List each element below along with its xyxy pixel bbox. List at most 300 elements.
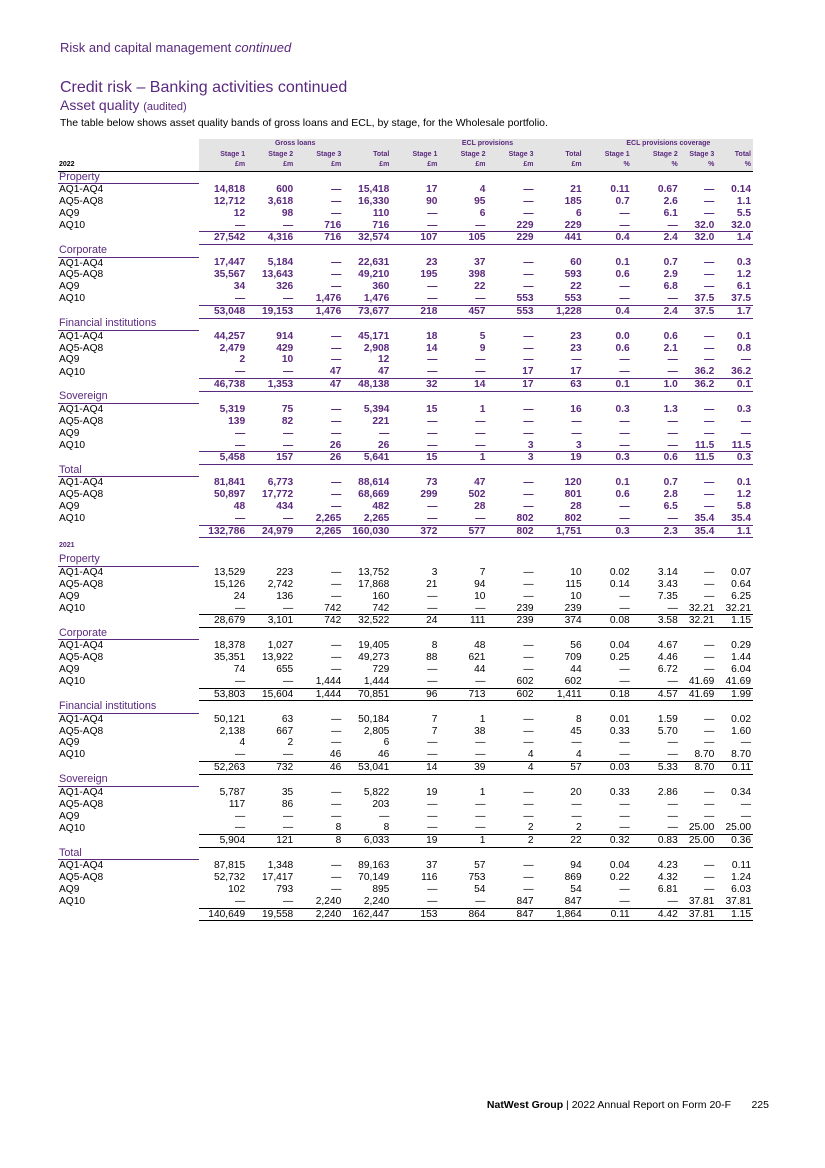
row-label: AQ10 [59, 895, 86, 907]
value-cell: 793 [276, 883, 294, 895]
value-cell: 60 [570, 257, 582, 269]
value-cell: 25.00 [725, 822, 751, 834]
value-cell: 95 [474, 196, 486, 208]
value-cell: — [283, 602, 294, 614]
subtotal-label [58, 525, 199, 538]
value-cell: — [704, 664, 715, 676]
value-cell: 98 [281, 207, 294, 219]
subtotal-cell: 4.57 [632, 688, 680, 701]
value-cell: — [704, 415, 715, 427]
value-cell: — [427, 798, 438, 810]
value-cell: — [283, 219, 294, 231]
section-header [60, 40, 291, 55]
value-cell: — [427, 810, 438, 822]
subtotal-cell: 0.08 [584, 615, 632, 628]
empty-cell [680, 391, 717, 403]
row-label: AQ10 [59, 749, 86, 761]
subtotal-cell: 0.11 [716, 761, 753, 774]
subtotal-label [58, 761, 199, 774]
header-group-row [58, 139, 753, 150]
value-cell: 75 [281, 403, 294, 415]
subtotal-cell: 5.33 [632, 761, 680, 774]
value-cell: 869 [564, 872, 582, 884]
value-cell: 2.1 [663, 342, 678, 354]
value-cell: — [331, 184, 342, 196]
value-cell: 5.70 [657, 725, 678, 737]
value-cell: 90 [426, 196, 438, 208]
value-cell: 2 [575, 822, 582, 834]
value-cell: 1.59 [657, 713, 678, 725]
footer-report: | 2022 Annual Report on Form 20-F [566, 1099, 732, 1111]
subtotal-cell: 0.1 [716, 379, 753, 392]
value-cell: — [619, 737, 630, 749]
value-cell: 89,163 [358, 860, 390, 872]
value-cell: 5 [479, 330, 486, 342]
value-cell: 0.04 [609, 640, 630, 652]
value-cell: — [704, 640, 715, 652]
value-cell: 74 [233, 664, 246, 676]
value-cell: 5,184 [267, 257, 294, 269]
value-cell: 50,121 [213, 713, 246, 725]
empty-cell [343, 391, 391, 403]
value-cell: — [234, 822, 246, 834]
column-group-header [584, 139, 753, 150]
empty-cell [487, 554, 535, 566]
value-cell: 1.2 [736, 489, 751, 501]
empty-cell [295, 628, 343, 640]
value-cell: 17,417 [262, 872, 294, 884]
row-label: AQ5-AQ8 [59, 872, 104, 884]
empty-cell [536, 391, 584, 403]
subtotal-cell: 73,677 [343, 305, 391, 318]
subtotal-cell: 5,458 [199, 452, 247, 465]
subtotal-cell: 39 [439, 761, 487, 774]
subtotal-cell: 5,904 [199, 835, 247, 848]
page-footer [487, 1099, 769, 1111]
value-cell: — [523, 860, 534, 872]
subtotal-cell: 35.4 [680, 525, 717, 538]
value-cell: 0.14 [731, 184, 751, 196]
value-cell: 742 [324, 602, 342, 614]
year-row [58, 538, 753, 555]
unit-header: £m [439, 160, 487, 171]
value-cell: 5.5 [736, 207, 751, 219]
table-row [58, 664, 753, 676]
category-label: Sovereign [58, 774, 199, 786]
row-label: AQ5-AQ8 [59, 725, 104, 737]
category-label: Financial institutions [58, 318, 199, 330]
subtotal-cell: 22 [536, 835, 584, 848]
subtotal-row [58, 232, 753, 245]
empty-cell [439, 171, 487, 184]
empty-cell [295, 171, 343, 184]
value-cell: — [427, 415, 438, 427]
subtotal-cell: 1.99 [716, 688, 753, 701]
value-cell: 6.72 [657, 664, 678, 676]
value-cell: 4 [575, 749, 582, 761]
subtotal-row [58, 615, 753, 628]
category-row [58, 628, 753, 640]
empty-cell [487, 171, 535, 184]
subtotal-cell: 3,101 [247, 615, 295, 628]
subtotal-cell: 742 [295, 615, 343, 628]
value-cell: 94 [474, 579, 486, 590]
table-row [58, 737, 753, 749]
value-cell: — [619, 292, 630, 304]
value-cell: — [331, 196, 342, 208]
value-cell: — [331, 652, 342, 664]
value-cell: 28 [570, 501, 582, 513]
value-cell: — [234, 292, 246, 304]
value-cell: — [704, 872, 715, 884]
value-cell: 11.5 [695, 439, 715, 451]
value-cell: 136 [276, 590, 294, 602]
value-cell: — [427, 281, 438, 293]
subtotal-cell: 32.0 [680, 232, 717, 245]
value-cell: — [523, 579, 534, 590]
value-cell: — [704, 257, 715, 269]
value-cell: — [523, 257, 534, 269]
value-cell: — [740, 415, 751, 427]
subtotal-cell: 1,444 [295, 688, 343, 701]
value-cell: 81,841 [213, 477, 246, 489]
value-cell: 44 [474, 664, 486, 676]
value-cell: 398 [468, 269, 486, 281]
empty-cell [391, 701, 439, 713]
subtotal-cell: 372 [391, 525, 439, 538]
subtotal-cell: 46 [295, 761, 343, 774]
value-cell: 326 [276, 281, 294, 293]
value-cell: — [331, 207, 342, 219]
value-cell: 0.3 [736, 403, 751, 415]
value-cell: 0.67 [657, 184, 678, 196]
empty-cell [536, 245, 584, 257]
category-label: Sovereign [58, 391, 199, 403]
unit-header: £m [295, 160, 343, 171]
value-cell: 0.7 [663, 477, 678, 489]
value-cell: — [331, 590, 342, 602]
row-label: AQ9 [59, 207, 80, 219]
subtotal-cell: 1,476 [295, 305, 343, 318]
subtotal-cell: 0.3 [584, 525, 632, 538]
unit-header: % [632, 160, 680, 171]
value-cell: — [283, 292, 294, 304]
empty-cell [439, 628, 487, 640]
value-cell: — [619, 798, 630, 810]
value-cell: — [475, 737, 486, 749]
value-cell: 6.8 [663, 281, 678, 293]
value-cell: — [331, 725, 342, 737]
value-cell: 44 [570, 664, 582, 676]
value-cell: 0.6 [615, 269, 630, 281]
value-cell: — [475, 292, 486, 304]
value-cell: 2,908 [363, 342, 390, 354]
value-cell: 26 [378, 439, 390, 451]
subtotal-cell: 713 [439, 688, 487, 701]
value-cell: 13,529 [213, 566, 246, 578]
subtotal-cell: 0.6 [632, 452, 680, 465]
subtotal-cell: 140,649 [199, 908, 247, 921]
subtotal-cell: 3.58 [632, 615, 680, 628]
subtotal-label [58, 305, 199, 318]
value-cell: 14,818 [213, 184, 246, 196]
value-cell: — [523, 872, 534, 884]
value-cell: — [283, 512, 294, 524]
value-cell: — [331, 566, 342, 578]
value-cell: — [475, 749, 486, 761]
value-cell: 1,476 [315, 292, 342, 304]
value-cell: — [523, 184, 534, 196]
value-cell: — [523, 737, 534, 749]
unit-header: % [584, 160, 632, 171]
category-label: Total [58, 848, 199, 860]
value-cell: — [667, 219, 678, 231]
value-cell: 46 [378, 749, 390, 761]
value-cell: 553 [564, 292, 582, 304]
subtotal-cell: 107 [391, 232, 439, 245]
value-cell: — [619, 810, 630, 822]
value-cell: — [619, 512, 630, 524]
unit-header: % [680, 160, 717, 171]
value-cell: — [667, 822, 678, 834]
subtotal-cell: 19,153 [247, 305, 295, 318]
value-cell: 49,210 [358, 269, 390, 281]
value-cell: 229 [564, 219, 582, 231]
value-cell: 115 [565, 579, 582, 590]
column-header: Stage 3 [680, 150, 717, 161]
value-cell: 10 [474, 590, 486, 602]
value-cell: 0.3 [736, 257, 751, 269]
subtotal-label [58, 615, 199, 628]
subtotal-cell: 1.0 [632, 379, 680, 392]
value-cell: — [667, 798, 678, 810]
value-cell: — [704, 798, 715, 810]
empty-cell [536, 848, 584, 860]
empty-cell [632, 848, 680, 860]
subtotal-cell: 218 [391, 305, 439, 318]
subtotal-cell: 374 [536, 615, 584, 628]
table-row [58, 330, 753, 342]
empty-cell [439, 391, 487, 403]
value-cell: — [523, 427, 534, 439]
value-cell: 35 [281, 786, 294, 798]
row-label: AQ1-AQ4 [59, 330, 104, 342]
value-cell: 70,149 [358, 872, 390, 884]
value-cell: 914 [276, 330, 294, 342]
value-cell: — [704, 207, 715, 219]
value-cell: — [619, 501, 630, 513]
value-cell: — [331, 281, 342, 293]
value-cell: 57 [474, 860, 486, 872]
subtotal-cell: 1,228 [536, 305, 584, 318]
value-cell: — [704, 566, 715, 578]
value-cell: — [523, 713, 534, 725]
value-cell: 434 [276, 501, 294, 513]
value-cell: 86 [281, 798, 294, 810]
value-cell: — [704, 883, 715, 895]
subtotal-label [58, 452, 199, 465]
value-cell: 54 [570, 883, 582, 895]
value-cell: — [331, 810, 342, 822]
value-cell: 0.33 [609, 725, 630, 737]
subtotal-cell: 19,558 [247, 908, 295, 921]
subtotal-cell: 19 [536, 452, 584, 465]
value-cell: 48 [233, 501, 246, 513]
row-label: AQ10 [59, 293, 86, 305]
table-row [58, 860, 753, 872]
value-cell: — [331, 477, 342, 489]
empty-cell [584, 774, 632, 786]
header-unit-row [58, 160, 753, 171]
value-cell: — [704, 786, 715, 798]
subtotal-cell: 162,447 [343, 908, 391, 921]
category-label: Total [58, 465, 199, 477]
value-cell: 38 [474, 725, 486, 737]
subtotal-cell: 864 [439, 908, 487, 921]
empty-cell [716, 774, 753, 786]
empty-cell [343, 465, 391, 477]
unit-header: £m [391, 160, 439, 171]
column-header: Stage 2 [439, 150, 487, 161]
empty-cell [716, 628, 753, 640]
value-cell: 45 [570, 725, 582, 737]
value-cell: 3.43 [657, 579, 678, 590]
empty-cell [199, 171, 247, 184]
empty-cell [632, 554, 680, 566]
value-cell: — [427, 427, 438, 439]
value-cell: — [331, 415, 342, 427]
empty-cell [391, 848, 439, 860]
subtotal-label [58, 835, 199, 848]
value-cell: 8.70 [731, 749, 751, 761]
empty-cell [343, 318, 391, 330]
empty-cell [487, 465, 535, 477]
value-cell: 23 [426, 257, 438, 269]
table-row [58, 579, 753, 591]
table-row [58, 220, 753, 232]
empty-cell [199, 245, 247, 257]
value-cell: 6 [479, 207, 486, 219]
value-cell: — [667, 354, 678, 366]
empty-cell [584, 318, 632, 330]
intro-text: The table below shows asset quality bands of gross loans and ECL, by stage, for the Wholesale portfolio. [60, 117, 548, 129]
empty-cell [247, 701, 295, 713]
value-cell: 11.5 [731, 439, 751, 451]
subtotal-cell: 52,263 [199, 761, 247, 774]
value-cell: 21 [570, 184, 582, 196]
value-cell: 63 [281, 713, 294, 725]
category-label: Financial institutions [58, 701, 199, 713]
empty-cell [632, 628, 680, 640]
table-row [58, 440, 753, 452]
subtotal-cell: 63 [536, 379, 584, 392]
category-row [58, 774, 753, 786]
value-cell: 23 [570, 330, 582, 342]
value-cell: — [331, 354, 342, 366]
value-cell: — [667, 439, 678, 451]
value-cell: — [427, 354, 438, 366]
value-cell: — [427, 664, 438, 676]
subtotal-cell: 229 [487, 232, 535, 245]
value-cell: 26 [329, 439, 342, 451]
value-cell: — [523, 477, 534, 489]
table-row [58, 652, 753, 664]
table-row [58, 501, 753, 513]
value-cell: — [331, 664, 342, 676]
empty-cell [391, 318, 439, 330]
empty-cell [632, 391, 680, 403]
value-cell: — [619, 590, 630, 602]
value-cell: — [523, 810, 534, 822]
value-cell: — [619, 749, 630, 761]
value-cell: 1.3 [663, 403, 678, 415]
table-row [58, 713, 753, 725]
row-label: AQ1-AQ4 [59, 404, 104, 416]
empty-cell [716, 848, 753, 860]
row-label: AQ5-AQ8 [59, 798, 104, 810]
empty-cell [295, 848, 343, 860]
subtotal-cell: 0.36 [716, 835, 753, 848]
value-cell: 239 [564, 602, 582, 614]
value-cell: — [619, 822, 630, 834]
empty-cell [487, 628, 535, 640]
value-cell: — [523, 342, 534, 354]
subtotal-cell: 37.5 [680, 305, 717, 318]
subtotal-cell: 26 [295, 452, 343, 465]
value-cell: 15,418 [358, 184, 390, 196]
category-row [58, 465, 753, 477]
empty-cell [343, 171, 391, 184]
empty-cell [680, 318, 717, 330]
subtotal-cell: 4.42 [632, 908, 680, 921]
value-cell: 94 [570, 860, 582, 872]
value-cell: — [619, 602, 630, 614]
value-cell: 0.64 [731, 579, 751, 590]
value-cell: — [427, 501, 438, 513]
subtotal-cell: 1.4 [716, 232, 753, 245]
value-cell: 22,631 [358, 257, 390, 269]
row-label: AQ5-AQ8 [59, 342, 104, 354]
value-cell: — [427, 512, 438, 524]
value-cell: — [667, 895, 678, 907]
value-cell: — [704, 860, 715, 872]
subtotal-cell: 2.3 [632, 525, 680, 538]
header-spacer [58, 150, 199, 161]
value-cell: 0.6 [615, 489, 630, 501]
row-label: AQ1-AQ4 [59, 787, 104, 799]
value-cell: 2,265 [315, 512, 342, 524]
empty-cell [295, 391, 343, 403]
value-cell: — [571, 354, 582, 366]
value-cell: 716 [324, 219, 342, 231]
value-cell: 742 [372, 602, 390, 614]
subtotal-cell: 2,240 [295, 908, 343, 921]
value-cell: 35,351 [213, 652, 246, 664]
value-cell: 847 [516, 895, 534, 907]
value-cell: — [283, 749, 294, 761]
value-cell: — [427, 439, 438, 451]
subtotal-cell: 0.32 [584, 835, 632, 848]
value-cell: — [523, 640, 534, 652]
value-cell: 10 [570, 590, 582, 602]
value-cell: 801 [564, 489, 582, 501]
empty-cell [680, 171, 717, 184]
value-cell: 19 [426, 786, 438, 798]
subtotal-cell: 2,265 [295, 525, 343, 538]
subtotal-cell: 36.2 [680, 379, 717, 392]
value-cell: 2.86 [657, 786, 678, 798]
empty-cell [536, 465, 584, 477]
